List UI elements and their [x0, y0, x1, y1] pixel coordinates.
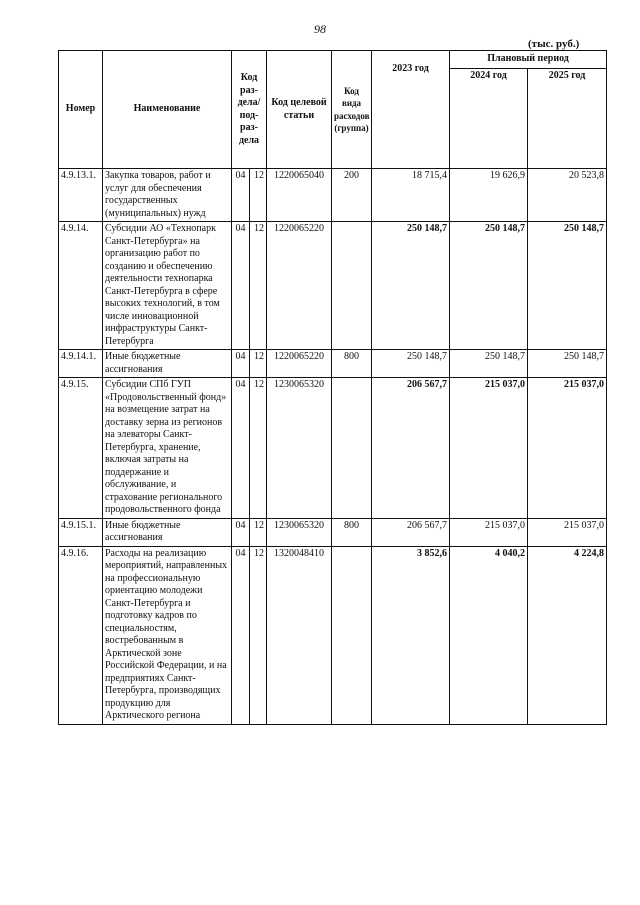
row-stati: 1230065320	[267, 378, 332, 519]
table-row	[59, 518, 607, 546]
row-2023: 206 567,7	[372, 518, 450, 546]
table-row	[59, 546, 607, 724]
header-planovyi-period: Плановый период	[450, 51, 607, 69]
row-2024: 4 040,2	[450, 546, 528, 724]
row-2024: 250 148,7	[450, 350, 528, 378]
table-row	[59, 169, 607, 222]
row-2023: 3 852,6	[372, 546, 450, 724]
row-name: Иные бюджетные ассигнования	[103, 518, 232, 546]
row-nomer: 4.9.14.1.	[59, 350, 103, 378]
row-2024: 19 626,9	[450, 169, 528, 222]
row-name: Расходы на реализацию мероприятий, направленных на профессиональную ориентацию молодежи Санкт-Петербурга и подготовку кадров по специальностям, востребованным в Арктической зоне Российской Федерации, и на предприятиях Санкт-Петербурга, производящих продукцию для Арктического региона	[103, 546, 232, 724]
row-podrazdel: 12	[250, 518, 267, 546]
table-row	[59, 350, 607, 378]
row-vid: 800	[332, 518, 372, 546]
row-razdel: 04	[232, 169, 250, 222]
row-podrazdel: 12	[250, 169, 267, 222]
row-nomer: 4.9.16.	[59, 546, 103, 724]
row-2025: 250 148,7	[528, 350, 607, 378]
row-2025: 215 037,0	[528, 378, 607, 519]
row-vid: 200	[332, 169, 372, 222]
row-vid	[332, 546, 372, 724]
row-vid: 800	[332, 350, 372, 378]
row-2025: 20 523,8	[528, 169, 607, 222]
row-stati: 1220065040	[267, 169, 332, 222]
budget-table	[58, 50, 607, 725]
header-kod-razdela: Код раз-дела/ под-раз-дела	[232, 51, 267, 169]
row-nomer: 4.9.14.	[59, 222, 103, 350]
row-nomer: 4.9.15.1.	[59, 518, 103, 546]
header-2023: 2023 год	[372, 51, 450, 169]
row-name: Субсидии СПб ГУП «Продовольственный фонд» на возмещение затрат на доставку зерна из регионов на элеваторы Санкт-Петербурга, хранение, включая затраты на поддержание и обслуживание, и страхование регионального продовольственного фонда	[103, 378, 232, 519]
header-kod-stati: Код целевой статьи	[267, 51, 332, 169]
row-stati: 1230065320	[267, 518, 332, 546]
row-razdel: 04	[232, 518, 250, 546]
row-2023: 250 148,7	[372, 222, 450, 350]
row-2023: 250 148,7	[372, 350, 450, 378]
row-podrazdel: 12	[250, 350, 267, 378]
row-2023: 18 715,4	[372, 169, 450, 222]
page-number: 98	[314, 22, 326, 36]
row-2024: 215 037,0	[450, 378, 528, 519]
row-2025: 4 224,8	[528, 546, 607, 724]
row-2024: 215 037,0	[450, 518, 528, 546]
row-razdel: 04	[232, 378, 250, 519]
table-row	[59, 222, 607, 350]
row-nomer: 4.9.13.1.	[59, 169, 103, 222]
row-2024: 250 148,7	[450, 222, 528, 350]
row-podrazdel: 12	[250, 222, 267, 350]
row-stati: 1320048410	[267, 546, 332, 724]
row-name: Закупка товаров, работ и услуг для обеспечения государственных (муниципальных) нужд	[103, 169, 232, 222]
row-stati: 1220065220	[267, 222, 332, 350]
row-nomer: 4.9.15.	[59, 378, 103, 519]
header-2025: 2025 год	[528, 69, 607, 169]
header-kod-vida: Код вида расходов (группа)	[332, 51, 372, 169]
row-vid	[332, 378, 372, 519]
header-2024: 2024 год	[450, 69, 528, 169]
table-body	[59, 169, 607, 725]
row-2023: 206 567,7	[372, 378, 450, 519]
row-stati: 1220065220	[267, 350, 332, 378]
row-2025: 215 037,0	[528, 518, 607, 546]
row-podrazdel: 12	[250, 378, 267, 519]
row-razdel: 04	[232, 222, 250, 350]
row-razdel: 04	[232, 350, 250, 378]
row-vid	[332, 222, 372, 350]
header-naimenovanie: Наименование	[103, 51, 232, 169]
row-razdel: 04	[232, 546, 250, 724]
row-name: Иные бюджетные ассигнования	[103, 350, 232, 378]
header-nomer: Номер	[59, 51, 103, 169]
row-name: Субсидии АО «Технопарк Санкт-Петербурга» на организацию работ по созданию и обеспечению деятельности технопарка Санкт-Петербурга в сфере высоких технологий, в том числе инновационной инфраструктуры Санкт-Петербурга	[103, 222, 232, 350]
table-row	[59, 378, 607, 519]
row-podrazdel: 12	[250, 546, 267, 724]
units-label: (тыс. руб.)	[528, 38, 580, 50]
row-2025: 250 148,7	[528, 222, 607, 350]
